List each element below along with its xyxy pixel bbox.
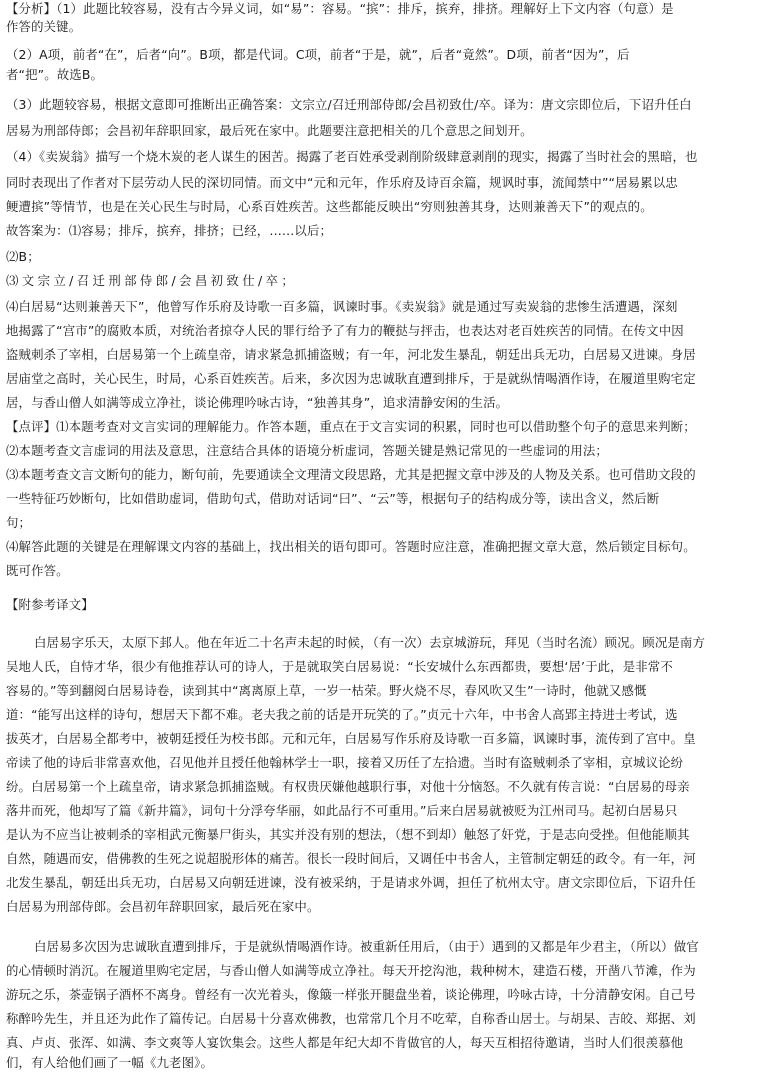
answer-line: ⑵B； — [6, 249, 40, 264]
analysis-line: （4）《卖炭翁》描写一个烧木炭的老人谋生的困苦。揭露了老百姓承受剥削阶级肆意剥削的现实，揭露了当时社会的黑暗，也 — [6, 149, 698, 164]
translation-heading: 【附参考译文】 — [6, 597, 94, 612]
analysis-line: 居易为刑部侍郎；会昌初年辞职回家，最后死在家中。此题要注意把相关的几个意思之间划开。 — [6, 123, 533, 138]
answer-line: 居庙堂之高时，关心民生，时局，心系百姓疾苦。后来，多次因为忠诚耿直遭到排斥，于是就纵情喝酒作诗，在履道里购宅定 — [6, 371, 696, 386]
translation-line: 真、卢贞、张浑、如满、李文爽等人宴饮集会。这些人都是年纪大却不肯做官的人，每天互相招待邀请，当时人们很羡慕他 — [6, 1035, 684, 1050]
translation-line: 称醉吟先生，并且还为此作了篇传记。白居易十分喜欢佛教，也常常几个月不吃荤，自称香山居士。与胡杲、吉皎、郑据、刘 — [6, 1011, 696, 1026]
translation-line: 吴地人氏，自恃才华，很少有他推荐认可的诗人，于是就取笑白居易说：“长安城什么东西都贵，要想‘居’于此，是非常不 — [6, 659, 673, 674]
answer-line: ⑶文宗立/召迁刑部侍郎/会昌初致仕/卒； — [6, 273, 298, 288]
answer-line: 故答案为：⑴容易；排斥，摈弃，排挤；已经，……以后； — [6, 223, 333, 238]
translation-line: 游玩之乐，茶壶锅子酒杯不离身。曾经有一次光着头，像簸一样张开腿盘坐着，谈论佛理，吟咏古诗，十分清静安闲。自己号 — [6, 987, 696, 1002]
translation-line: 的心情顿时消沉。在履道里购宅定居，与香山僧人如满等成立净社。每天开挖沟池，栽种树木，建造石楼，开凿八节滩，作为 — [6, 963, 696, 978]
comment-line: ⑷解答此题的关键是在理解课文内容的基础上，找出相关的语句即可。答题时应注意，准确把握文章大意，然后锁定目标句。 — [6, 539, 696, 554]
comment-line: ⑶本题考查文言文断句的能力，断句前，先要通读全文理清文段思路，尤其是把握文章中涉及的人物及关系。也可借助文段的 — [6, 467, 696, 482]
analysis-line: （2）A项，前者“在”，后者“向”。B项，都是代词。C项，前者“于是，就”，后者“竟然”。D项，前者“因为”，后 — [6, 47, 630, 62]
translation-line: 拔英才，白居易全都考中，被朝廷授任为校书郎。元和元年，白居易写作乐府及诗歌一百多篇，讽谏时事，流传到了宫中。皇 — [6, 731, 696, 746]
translation-line: 北发生暴乱，朝廷出兵无功，白居易又向朝廷进谏，没有被采纳，于是请求外调，担任了杭州太守。唐文宗即位后，下诏升任 — [6, 875, 696, 890]
analysis-line: 同时表现出了作者对下层劳动人民的深切同情。而文中“元和元年，作乐府及诗百余篇，规讽时事，流闻禁中”“居易累以忠 — [6, 175, 678, 190]
comment-line: 既可作答。 — [6, 563, 69, 578]
analysis-line: 作答的关键。 — [6, 19, 82, 34]
translation-line: 们，有人给他们画了一幅《九老图》。 — [6, 1055, 213, 1070]
answer-line: 盗贼刺杀了宰相，白居易第一个上疏皇帝，请求紧急抓捕盗贼；有一年，河北发生暴乱，朝廷出兵无功，白居易又进谏。身居 — [6, 347, 696, 362]
analysis-line: 鲠遭摈”等情节，也是在关心民生与时局，心系百姓疾苦。这些都能反映出“穷则独善其身，达则兼善天下”的观点的。 — [6, 199, 653, 214]
analysis-line: 【分析】（1）此题比较容易，没有古今异义词，如“易”：容易。“摈”：排斥，摈弃，排挤。理解好上下文内容（句意）是 — [6, 1, 674, 16]
translation-line: 白居易字乐天，太原下邽人。他在年近二十名声未起的时候，（有一次）去京城游玩，拜见（当时名流）顾况。顾况是南方 — [34, 635, 705, 650]
analysis-line: 者“把”。故选B。 — [6, 67, 104, 82]
translation-line: 容易的。”等到翻阅白居易诗卷，读到其中“离离原上草，一岁一枯荣。野火烧不尽，春风吹又生”一诗时，他就又感慨 — [6, 683, 647, 698]
comment-line: 句； — [6, 515, 32, 530]
comment-line: 【点评】⑴本题考查对文言实词的理解能力。作答本题，重点在于文言实词的积累，同时也可以借助整个句子的意思来判断； — [6, 419, 696, 434]
comment-line: 一些特征巧妙断句，比如借助虚词，借助句式，借助对话词“曰”、“云”等，根据句子的结构成分等，读出含义，然后断 — [6, 491, 660, 506]
translation-line: 落井而死，他却写了篇《新井篇》，词句十分浮夸华丽，如此品行不可重用。”后来白居易就被贬为江州司马。起初白居易只 — [6, 803, 678, 818]
translation-line: 白居易多次因为忠诚耿直遭到排斥，于是就纵情喝酒作诗。被重新任用后，（由于）遇到的又都是年少君主，（所以）做官 — [34, 939, 699, 954]
analysis-line: （3）此题较容易，根据文意即可推断出正确答案：文宗立/召迁刑部侍郎/会昌初致仕/卒。译为：唐文宗即位后，下诏升任白 — [6, 97, 692, 112]
answer-line: ⑷白居易“达则兼善天下”，他曾写作乐府及诗歌一百多篇，讽谏时事。《卖炭翁》就是通过写卖炭翁的悲惨生活遭遇，深刻 — [6, 299, 678, 314]
translation-line: 帝读了他的诗后非常喜欢他，召见他并且授任他翰林学士一职，接着又历任了左拾遗。当时有盗贼刺杀了宰相，京城议论纷 — [6, 755, 684, 770]
answer-line: 地揭露了“宫市”的腐败本质，对统治者掠夺人民的罪行给予了有力的鞭挞与抨击，也表达对老百姓疾苦的同情。在传文中因 — [6, 323, 684, 338]
answer-line: 居，与香山僧人如满等成立净社，谈论佛理吟咏古诗，“独善其身”，追求清静安闲的生活。 — [6, 395, 509, 410]
translation-line: 自然，随遇而安，借佛教的生死之说超脱形体的痛苦。很长一段时间后，又调任中书舍人，主管制定朝廷的政令。有一年，河 — [6, 851, 696, 866]
translation-line: 纷。白居易第一个上疏皇帝，请求紧急抓捕盗贼。有权贵厌嫌他越职行事，对他十分恼怒。不久就有传言说：“白居易的母亲 — [6, 779, 690, 794]
translation-line: 是认为不应当让被刺杀的宰相武元衡暴尸街头，其实并没有别的想法，（想不到却）触怒了奸党，于是志向受挫。但他能顺其 — [6, 827, 690, 842]
comment-line: ⑵本题考查文言虚词的用法及意思，注意结合具体的语境分析虚词，答题关键是熟记常见的一些虚词的用法； — [6, 443, 608, 458]
translation-line: 白居易为刑部侍郎。会昌初年辞职回家，最后死在家中。 — [6, 899, 320, 914]
translation-line: 道：“能写出这样的诗句，想居天下都不难。老夫我之前的话是开玩笑的了。”贞元十六年，中书舍人高郢主持进士考试，选 — [6, 707, 678, 722]
